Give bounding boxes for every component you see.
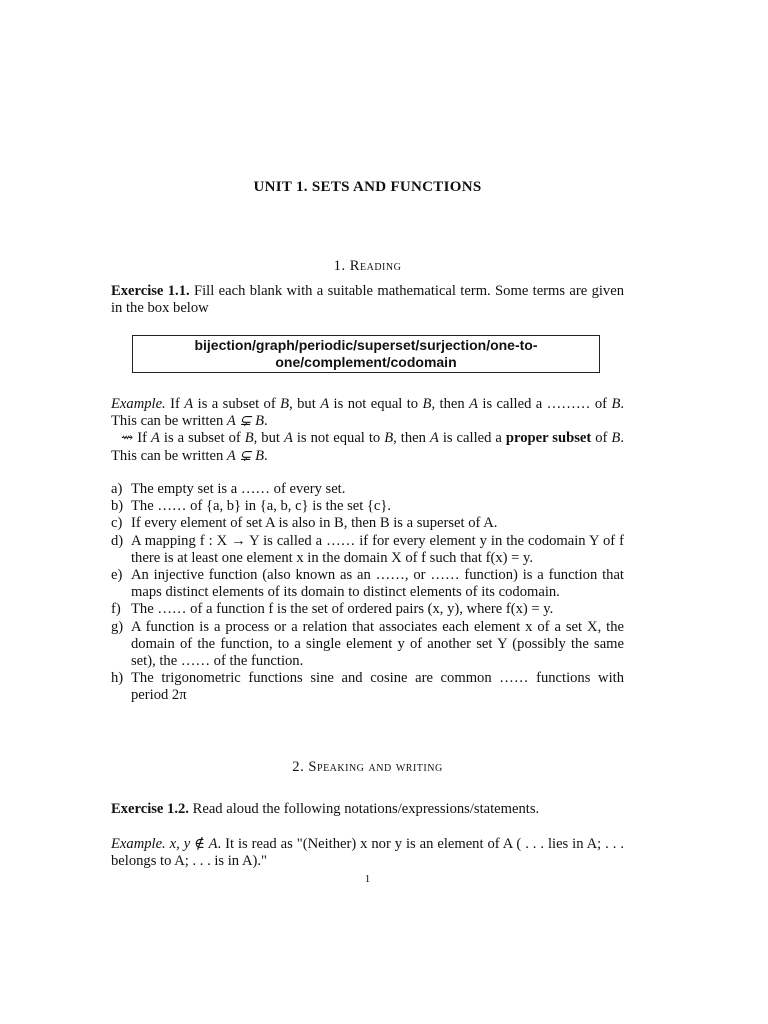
answer-text: is called a [442, 430, 502, 447]
answer-text: is a subset of [163, 430, 241, 447]
item-label: d) [111, 532, 124, 549]
example-text: , but [289, 396, 316, 412]
page-number: 1 [364, 873, 371, 885]
item-text: An injective function (also known as an ……, or …… function) is a function that maps distinct elements of its domain to distinct elements of its codomain. [131, 567, 624, 601]
item-label: g) [111, 618, 124, 635]
item-text: The …… of {a, b} in {a, b, c} is the set {c}. [131, 498, 392, 515]
exercise-1-2 [111, 801, 624, 818]
answer-text: is not equal to [296, 430, 381, 447]
item-text: A function is a process or a relation that associates each element x of a set X, the domain of the function, to a single element y of another set Y (possibly the same set), the …… of the function. [131, 618, 624, 670]
math-var: A [320, 396, 330, 412]
list-item [111, 619, 624, 671]
example-text: is not equal to [333, 396, 419, 412]
list-item [111, 481, 624, 498]
answer-text: If [137, 430, 147, 447]
example-text: is a subset of [197, 396, 276, 412]
math-expression: x, y ∉ A [169, 836, 218, 852]
item-label: f) [111, 601, 121, 618]
section-heading-speaking: 2. Speaking and writing [292, 759, 443, 775]
math-var: B [422, 396, 432, 412]
math-var: A [150, 430, 160, 447]
math-var: B [280, 396, 290, 412]
exercise-label: Exercise 1.2. [111, 801, 189, 817]
example-text: , then [431, 396, 465, 412]
math-var: A [469, 396, 478, 412]
exercise-instructions: Read aloud the following notations/expressions/statements. [192, 801, 540, 817]
example-text: If [170, 396, 180, 412]
math-var: B [384, 430, 394, 447]
exercise-label: Exercise 1.1. [111, 283, 190, 299]
math-var: B [244, 430, 254, 447]
item-label: b) [111, 498, 124, 515]
answer-text: . [264, 447, 268, 464]
example-label: Example. [111, 836, 166, 852]
list-item [111, 498, 624, 515]
example-2 [111, 836, 624, 870]
answer-arrow-icon: ⇝ [121, 430, 134, 447]
item-label: c) [111, 515, 123, 532]
item-label: h) [111, 670, 124, 687]
example-text: . [264, 413, 268, 430]
page-title: UNIT 1. SETS AND FUNCTIONS [253, 179, 482, 195]
item-text: The …… of a function f is the set of ordered pairs (x, y), where f(x) = y. [131, 601, 554, 618]
example-text: . This can be written [111, 396, 625, 430]
math-expression: A ⊊ B [226, 413, 265, 430]
list-item [111, 601, 624, 618]
math-var: B [611, 430, 621, 447]
example-text: is called a ……… of [482, 396, 608, 412]
answer-text: , then [393, 430, 426, 447]
answer-text: of [595, 430, 608, 447]
math-var: A [184, 396, 194, 412]
item-label: e) [111, 567, 123, 584]
answer-term: proper subset [505, 430, 592, 447]
example-label: Example. [111, 396, 166, 412]
exercise-items [111, 481, 624, 705]
list-item [111, 533, 624, 567]
terms-box: bijection/graph/periodic/superset/surjection/one-to-one/complement/codomain [132, 335, 600, 373]
math-var: A [283, 430, 293, 447]
item-text: A mapping f : X → Y is called a …… if for every element y in the codomain Y of f there is at least one element x in the domain X of f such that f(x) = y. [131, 532, 624, 566]
section-heading-reading: 1. Reading [333, 258, 402, 274]
answer-text: , but [253, 430, 280, 447]
math-var: A [429, 430, 439, 447]
exercise-instructions: Fill each blank with a suitable mathematical term. Some terms are given in the box below [111, 283, 625, 317]
item-label: a) [111, 481, 123, 497]
example-1 [111, 396, 624, 465]
math-expression: A ⊊ B [226, 447, 265, 464]
example-text: . It is read as "(Neither) x nor y is an element of A ( . . . lies in A; . . . belongs to A; . . . is in A)." [111, 836, 624, 870]
item-text: The trigonometric functions sine and cosine are common …… functions with period 2π [131, 670, 624, 704]
list-item [111, 670, 624, 704]
item-text: If every element of set A is also in B, then B is a superset of A. [131, 515, 498, 532]
exercise-1-1 [111, 283, 624, 317]
list-item [111, 567, 624, 601]
list-item [111, 515, 624, 532]
math-var: B [611, 396, 621, 412]
answer-text: . This can be written [111, 430, 624, 464]
item-text: The empty set is a …… of every set. [131, 481, 346, 497]
